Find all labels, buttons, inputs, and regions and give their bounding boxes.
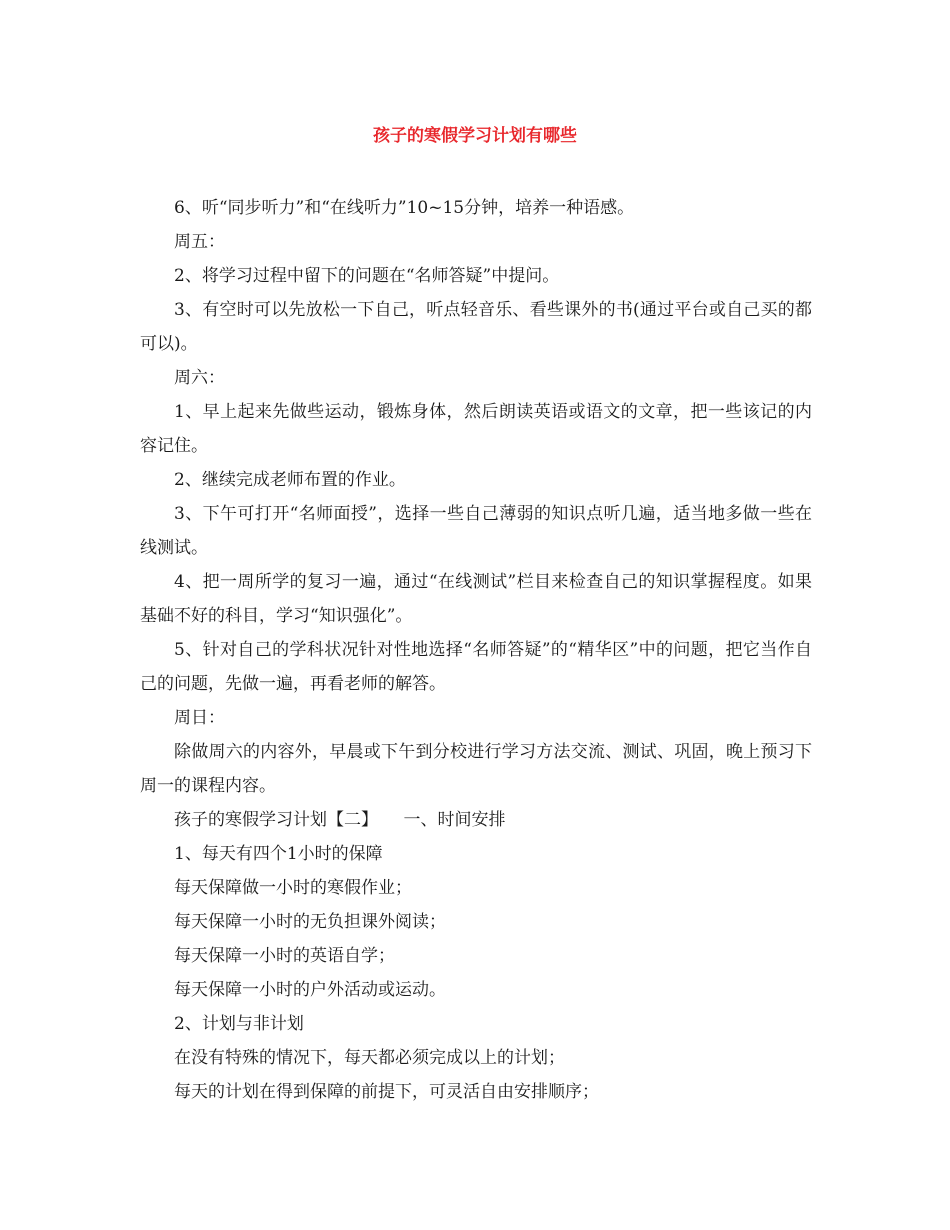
paragraph: 5、针对自己的学科状况针对性地选择“名师答疑”的“精华区”中的问题，把它当作自己的问题，先做一遍，再看老师的解答。 — [140, 640, 812, 694]
paragraph: 每天保障一小时的英语自学； — [174, 946, 395, 966]
document-body — [140, 191, 812, 1109]
paragraph: 每天保障一小时的户外活动或运动。 — [174, 980, 446, 1000]
paragraph: 周五： — [174, 232, 225, 252]
paragraph: 每天保障做一小时的寒假作业； — [174, 878, 412, 898]
paragraph: 3、下午可打开“名师面授”，选择一些自己薄弱的知识点听几遍，适当地多做一些在线测试。 — [140, 504, 812, 558]
paragraph: 周日： — [174, 708, 225, 728]
paragraph: 6、听“同步听力”和“在线听力”10~15分钟，培养一种语感。 — [174, 198, 635, 218]
paragraph: 2、将学习过程中留下的问题在“名师答疑”中提问。 — [174, 266, 560, 286]
paragraph: 除做周六的内容外，早晨或下午到分校进行学习方法交流、测试、巩固，晚上预习下周一的课程内容。 — [140, 742, 812, 796]
paragraph: 每天保障一小时的无负担课外阅读； — [174, 912, 446, 932]
paragraph: 每天的计划在得到保障的前提下，可灵活自由安排顺序； — [174, 1082, 599, 1102]
paragraph: 2、计划与非计划 — [174, 1014, 304, 1034]
paragraph: 周六： — [174, 368, 225, 388]
paragraph: 4、把一周所学的复习一遍，通过“在线测试”栏目来检查自己的知识掌握程度。如果基础不好的科目，学习“知识强化”。 — [140, 572, 812, 626]
paragraph: 1、早上起来先做些运动，锻炼身体，然后朗读英语或语文的文章，把一些该记的内容记住。 — [140, 402, 812, 456]
document-title: 孩子的寒假学习计划有哪些 — [373, 126, 577, 146]
paragraph: 在没有特殊的情况下，每天都必须完成以上的计划； — [174, 1048, 565, 1068]
paragraph: 2、继续完成老师布置的作业。 — [174, 470, 406, 490]
paragraph: 1、每天有四个1小时的保障 — [174, 844, 383, 864]
paragraph: 孩子的寒假学习计划【二】 一、时间安排 — [174, 810, 506, 830]
paragraph: 3、有空时可以先放松一下自己，听点轻音乐、看些课外的书(通过平台或自己买的都可以)。 — [140, 300, 812, 354]
